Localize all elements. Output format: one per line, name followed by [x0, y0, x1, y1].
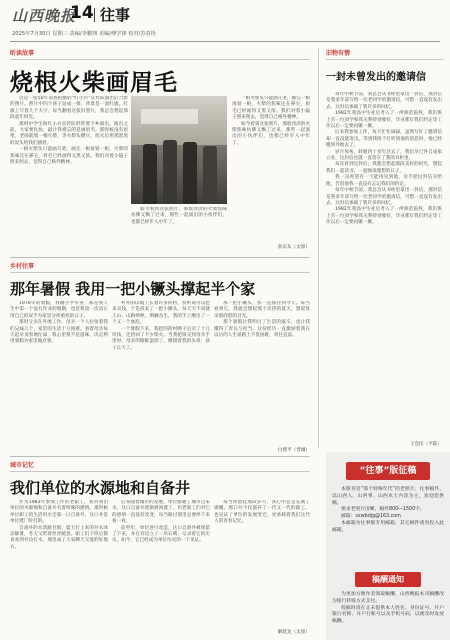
paragraph: 要求老照片清晰，稿件800—1500字。	[341, 507, 425, 513]
call-for-submissions-badge: “往事”版征稿	[346, 462, 430, 480]
section-rule	[10, 257, 310, 258]
tag-rule	[326, 59, 444, 60]
paragraph: 1976年的暑假，我刚小学毕业，那是我人生中第一个没有作业的假期，也是我第一次真正用自己的双手为家里分担重担的日子。	[10, 301, 108, 319]
paragraph: 每当回想起那段岁月，我心中总是充满了感慨。那口井不仅滋养了一代又一代的职工，也见证了单位的发展变迁，更承载着我们这代人的青春记忆。	[214, 500, 310, 525]
column-divider	[318, 48, 319, 448]
article-1-headline[interactable]: 烧根火柴画眉毛	[10, 70, 178, 96]
article-2-body	[326, 92, 442, 442]
section-rule	[10, 456, 310, 457]
paragraph: 前些年，单位进行改造，这口自备井被保留了下来，并在旁边立了一块石碑，记录着它的历史。如今，它已经成为单位历史的一个见证。	[112, 525, 210, 544]
article-3-tag: 乡村往事	[10, 263, 35, 270]
article-4-tag: 城市记忆	[10, 462, 35, 469]
paragraph: 每年中秋节前，我总会从书柜里拿出一封信，那封信是我多年前写给一位老同学的邀请信，可惜一直没有发出去，这封信承载了我许多的回忆。	[326, 92, 442, 110]
paragraph: 一个暑假下来，我挖的药材晒干后卖了十几块钱，还捡回了不少柴火。当我把钱交到母亲手里时，母亲的眼眶湿润了，她摸着我的头说：孩子长大了。	[112, 326, 210, 351]
article-4-body-col3	[214, 500, 310, 626]
page-number: 14	[70, 3, 94, 23]
article-4-headline[interactable]: 我们单位的水源地和自备井	[10, 479, 191, 497]
paragraph: 我一直希望有一天能再见到他，亲手把这封信交给他，告诉他我一直没有忘记我们的约定。	[326, 175, 442, 187]
article-3-headline[interactable]: 那年暑假 我用一把小镢头撑起半个家	[10, 280, 256, 298]
paragraph: 每次看到这封信，我都会想起那段美好的时光，想起我们一起读书、一起畅谈理想的日子。	[326, 162, 442, 174]
newspaper-logo: 山西晚报	[12, 7, 77, 25]
article-2-headline[interactable]: 一封未曾发出的邀请信	[326, 72, 426, 83]
paragraph: 1982年我高中毕业后考入了一所师范院校，我们班上有一位同学和我关系特别要好，毕业那年我们约定等工作以后一定要再聚一聚。	[326, 111, 442, 130]
article-3-body-col2	[112, 301, 210, 453]
issue-info: 2025年7月30日 星期三 责编/李鹏翔 美编/傅学锋 校对/苏春艳	[12, 31, 156, 37]
paragraph: 每年中秋节前，我总会从书柜里拿出一封信，那封信是我多年前写给一位老同学的邀请信，可惜一直没有发出去，这封信承载了我许多的回忆。	[326, 188, 442, 206]
section-title: 往事	[100, 6, 131, 24]
paragraph: 投稿时请在文末提供本人姓名、身份证号、开户银行名称、开户行账号以及手机号码，以便及时发放稿酬。	[332, 605, 444, 625]
article-1-header	[10, 48, 310, 97]
paragraph: 那个暑假让我明白了生活的艰辛，也让我懂得了责任与担当。这份经历一直激励着我在以后的人生道路上不畏困难，勇往直前。	[214, 320, 310, 339]
article-4-author: 解延龙（太原）	[277, 630, 310, 635]
paragraph: 一根火柴头只能画几笔，画完一根再划一根，火柴的焦味还在鼻尖，眉毛已经画得又黑又浓。我们对着小镜子照来照去，觉得自己格外精神。	[232, 96, 310, 121]
payment-notice-text	[332, 592, 444, 638]
paragraph: 这是一张50年前我拍摄的“红小兵”宣传队演出后合影的照片。照片中四个孩子站成一排，背景是一面红旗，红旗上写着几个大字。每当翻看这张旧照片，我总会想起那段童年时光。	[10, 96, 128, 121]
article-1-author: 彭庆东（太原）	[277, 245, 310, 250]
article-1-tag: 昕读故事	[10, 50, 35, 57]
call-for-submissions-text	[332, 487, 444, 567]
article-3-body-col1	[10, 301, 108, 453]
article-1-photo	[131, 96, 227, 204]
tag-rule	[10, 272, 310, 273]
paragraph: 后来随着城市的发展，单位接通了城市自来水，这口自备井逐渐被闲置了。但老职工们对它的感情一直没有改变，每当路过那里总要停下来看一看。	[112, 500, 210, 525]
paragraph: 为更加方便作者领取稿酬，山西晚报本刊稿酬改为银行转账方式支付。	[332, 592, 444, 604]
paragraph: 后来我参加工作，每天忙忙碌碌，虽然写好了邀请信却一直没能寄出。等到我终于打听到他的消息时，他已经搬到外地去了。	[326, 130, 442, 149]
tag-rule	[10, 471, 310, 472]
submission-email[interactable]: 邮箱：sxwbdjg@163.com	[341, 514, 401, 520]
paragraph: 自备井的水清澈甘甜，夏天打上来的井水冰凉解暑，冬天又带着丝丝暖意。职工们下班后都喜欢到井边打水，那里成了大家聊天交流的好地方。	[10, 525, 108, 550]
article-1-body-right	[232, 96, 310, 242]
masthead-divider	[94, 8, 95, 22]
paragraph: 那一把小镢头，我一直保存到今天。每当看到它，我就会想起那个炎热的夏天，想起母亲那欣慰的目光。	[214, 301, 310, 319]
masthead-rule	[10, 41, 440, 42]
paragraph: 村外的山坡上长着许多药材，我听说可以挖来卖钱，于是找来了一把小镢头，每天天不亮就上山。山路崎岖，荆棘丛生，我的手上磨出了一个又一个血泡。	[112, 301, 210, 326]
paragraph: 一根火柴头只能画几笔，画完一根再划一根，火柴的焦味还在鼻尖，眉毛已经画得又黑又浓。我们对着小镜子照来照去，觉得自己格外精神。	[10, 147, 128, 166]
paragraph: 岁月匆匆，转眼四十多年过去了，我们早已各自成家立业，这封信也就一直留在了我的书柜里。	[326, 149, 442, 162]
paragraph: 如今看到这张照片，那股淡淡的火柴焦味仿佛又飘了过来，那些一起演出的小伙伴们，也都已经步入中年了。	[131, 207, 227, 225]
article-2-author: 王会民（平陆）	[409, 442, 442, 447]
article-4-body-col1	[10, 500, 108, 634]
article-3-author: 白建平（晋城）	[277, 448, 310, 453]
article-2-header	[326, 48, 444, 83]
paragraph: 那时中学生和红小兵宣传队经常要下乡演出。演出之前，大家要化妆，最让我难忘的是画眉毛。那时候没有眉笔，老师就划一根火柴，等火柴头燃尽，吹灭后用那黑黑的炭头给我们描眉。	[10, 121, 128, 146]
paragraph: 作为1983年参加工作的老职工，我对我们单位的水源地和自备井有着特殊的感情。那时候单位职工的生活用水全靠一口自备井，这口井是单位建厂时打的。	[10, 500, 108, 525]
paragraph: 本版刊登“那个特殊年代”的老照片、往事稿件，以山西人、山西事、山西本土内容为主，欢迎您供稿。	[332, 487, 444, 506]
article-4-body-col2	[112, 500, 210, 634]
paragraph: 那时父亲在外地工作，母亲一个人拉扯着我们兄妹几个，家里的生活十分困难。看着母亲每天起早贪黑地忙碌，我心里很不是滋味，决定利用暑假为家里做点事。	[10, 320, 108, 345]
paragraph: 本邮箱为往事版专用邮箱，其它稿件请勿投入此邮箱。	[332, 520, 444, 533]
article-3-header	[10, 261, 310, 299]
payment-notice-badge: 稿酬通知	[355, 572, 421, 587]
article-3-body-col3	[214, 301, 310, 445]
article-4-header	[10, 460, 310, 498]
article-1-body	[10, 96, 128, 250]
paragraph: 1982年我高中毕业后考入了一所师范院校，我们班上有一位同学和我关系特别要好，毕业那年我们约定等工作以后一定要再聚一聚。	[326, 207, 442, 226]
paragraph: 如今看到这张照片，那股淡淡的火柴焦味仿佛又飘了过来，那些一起演出的小伙伴们，也都已经步入中年了。	[232, 121, 310, 146]
tag-rule	[10, 59, 310, 60]
article-2-tag: 旧物有情	[326, 50, 351, 57]
article-1-body-cont	[131, 207, 227, 250]
masthead	[0, 0, 450, 42]
